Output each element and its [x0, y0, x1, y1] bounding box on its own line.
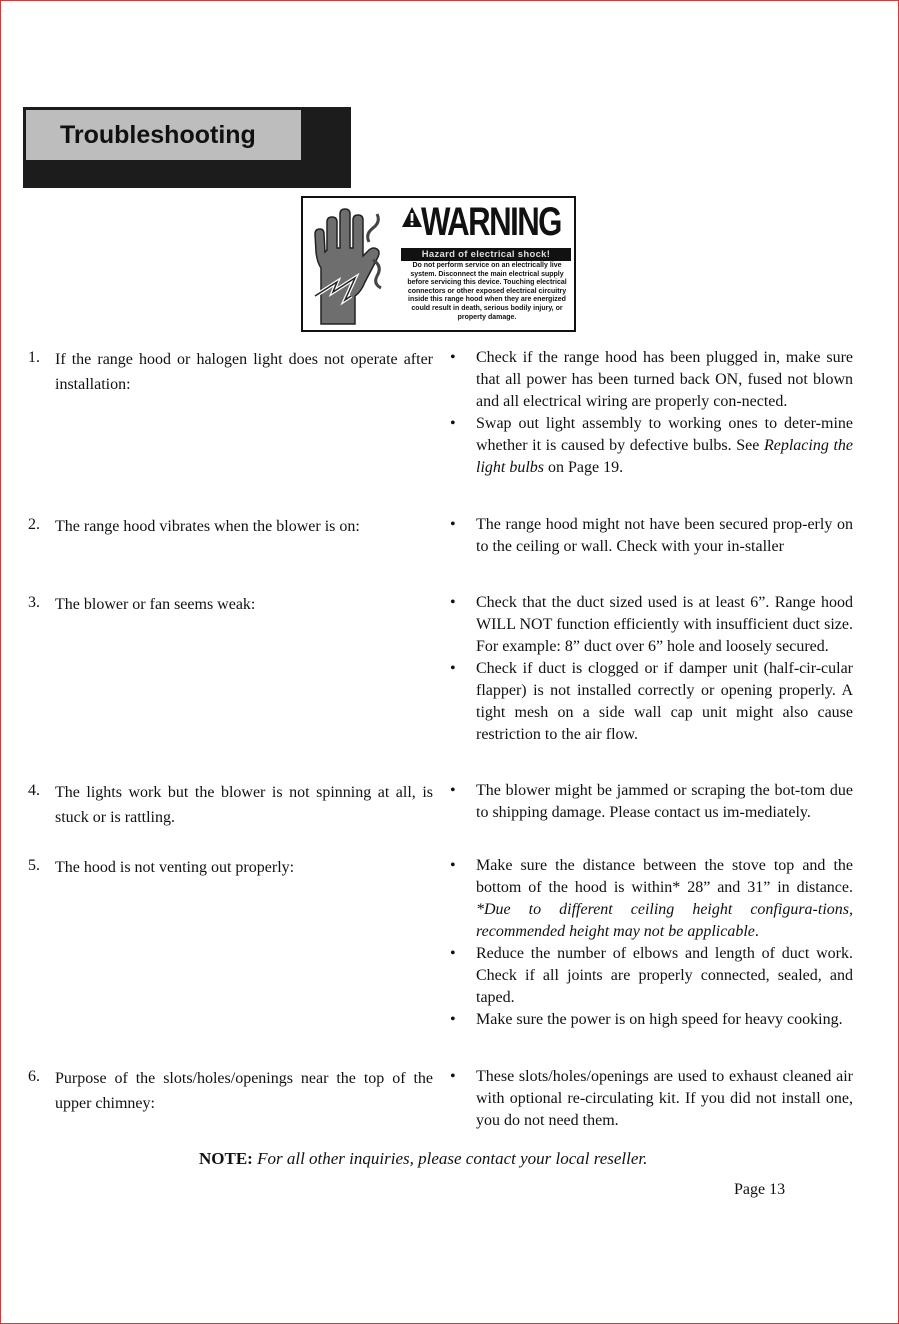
item-number: 2. [28, 516, 40, 533]
section-header [23, 107, 351, 188]
warning-triangle-icon [401, 206, 423, 228]
item-answers [448, 1066, 853, 1132]
warning-subtitle: Hazard of electrical shock! [401, 248, 571, 261]
answer-bullet: • Make sure the power is on high speed for heavy cooking. [448, 1009, 853, 1031]
item-answers [448, 855, 853, 1031]
item-question: The range hood vibrates when the blower is on: [55, 518, 360, 535]
answer-bullet: • Check if duct is clogged or if damper unit (half-cir-cular flapper) is not installed correctly or opening properly. A tight mesh on a side wall cap unit might also cause restriction to the air flow. [448, 658, 853, 746]
section-header-label-box [26, 110, 301, 160]
item-question: The lights work but the blower is not spinning at all, is stuck or is rattling. [55, 784, 433, 826]
item-answers [448, 780, 853, 824]
note [199, 1149, 647, 1169]
page-number: Page 13 [734, 1181, 786, 1198]
answer-italic: Replacing the light bulbs [476, 437, 853, 476]
item-question: The blower or fan seems weak: [55, 596, 256, 613]
electric-shock-hand-icon [307, 204, 397, 326]
item-number: 3. [28, 594, 40, 611]
answer-bullet: • These slots/holes/openings are used to exhaust cleaned air with optional re-circulating kit. If you did not install one, you do not need them. [448, 1066, 853, 1132]
item-answers [448, 592, 853, 746]
item-question: If the range hood or halogen light does not operate after installation: [55, 351, 433, 393]
warning-body: Do not perform service on an electrically live system. Disconnect the main electrical supply before servicing this device. Touching electrical connectors or other exposed electrical circuitry inside this range hood when they are energized could result in death, serious bodily injury, or property damage. [407, 262, 567, 321]
warning-label [301, 196, 576, 332]
item-question: Purpose of the slots/holes/openings near the top of the upper chimney: [55, 1070, 433, 1112]
answer-bullet: • The range hood might not have been secured prop-erly on to the ceiling or wall. Check with your in-staller [448, 514, 853, 558]
item-number: 1. [28, 349, 40, 366]
item-number: 4. [28, 782, 40, 799]
note-label: NOTE: [199, 1149, 253, 1168]
answer-bullet: • Reduce the number of elbows and length of duct work. Check if all joints are properly connected, sealed, and taped. [448, 943, 853, 1009]
item-number: 6. [28, 1068, 40, 1085]
answer-bullet: • The blower might be jammed or scraping the bot-tom due to shipping damage. Please contact us im-mediately. [448, 780, 853, 824]
answer-bullet: • Check if the range hood has been plugged in, make sure that all power has been turned back ON, fused not blown and all electrical wiring are properly con-nected. [448, 347, 853, 413]
answer-bullet: • Swap out light assembly to working ones to deter-mine whether it is caused by defective bulbs. See Replacing the light bulbs on Page 19. [448, 413, 853, 479]
answer-bullet: • Check that the duct sized used is at least 6”. Range hood WILL NOT function efficiently with insufficient duct size. For example: 8” duct over 6” hole and loosely secured. [448, 592, 853, 658]
note-text: For all other inquiries, please contact your local reseller. [257, 1149, 648, 1168]
item-answers [448, 514, 853, 558]
item-question: The hood is not venting out properly: [55, 859, 295, 876]
answer-italic: *Due to different ceiling height configura-tions, recommended height may not be applicable [476, 901, 853, 940]
section-title: Troubleshooting [60, 120, 256, 149]
item-number: 5. [28, 857, 40, 874]
warning-title: WARNING [421, 200, 561, 244]
item-answers [448, 347, 853, 479]
answer-bullet: • Make sure the distance between the stove top and the bottom of the hood is within* 28” and 31” in distance. *Due to different ceiling height configura-tions, recommended height may not be applicable. [448, 855, 853, 943]
